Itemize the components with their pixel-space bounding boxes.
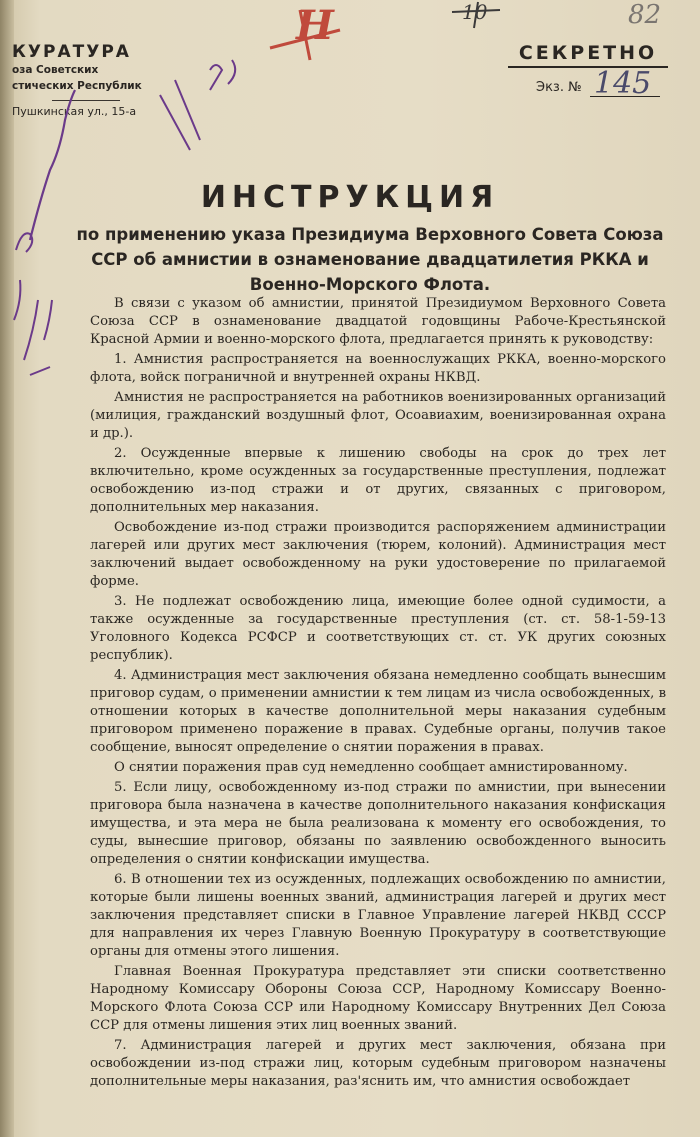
- document-title: ИНСТРУКЦИЯ: [200, 180, 500, 215]
- paragraph-2: 2. Осужденные впервые к лишению свободы на срок до трех лет включительно, кроме осужденных за государственные преступления, подлежат освобождению из-под стражи и от других, связанных с приговором, дополнительных мер наказания.: [90, 446, 666, 515]
- document-subtitle: по применению указа Президиума Верховного Совета Союза ССР об амнистии в ознаменование двадцатилетия РККА и Военно-Морского Флота.: [76, 225, 664, 294]
- paragraph-3: 3. Не подлежат освобождению лица, имеющие более одной судимости, а также осужденные за государственные преступления (ст. ст. 58-1-59-13 Уголовного Кодекса РСФСР и соответствующих ст. ст. УК других союзных республик).: [90, 594, 666, 663]
- copy-number-line: [590, 96, 660, 97]
- handwritten-page-number: 10: [462, 0, 488, 24]
- document-body: [90, 295, 666, 1093]
- copy-number-label: Экз. №: [536, 80, 582, 95]
- paragraph-4-note: О снятии поражения прав суд немедленно сообщает амнистированному.: [114, 760, 628, 775]
- letterhead-divider: [52, 100, 120, 101]
- org-line-2: стических Республик: [12, 80, 142, 92]
- paragraph-7: 7. Администрация лагерей и других мест заключения, обязана при освобождении из-под стражи лиц, которым судебным приговором назначены дополнительные меры наказания, раз'яснить им, что амнистия освобождает: [90, 1038, 666, 1089]
- org-name: КУРАТУРА: [12, 42, 131, 62]
- classification-stamp: СЕКРЕТНО: [508, 42, 668, 68]
- paragraph-1-note: Амнистия не распространяется на работников военизированных организаций (милиция, гражданский воздушный флот, Осоавиахим, военизированная охрана и др.).: [90, 390, 666, 441]
- paragraph-4: 4. Администрация мест заключения обязана немедленно сообщать вынесшим приговор судам, о применении амнистии к тем лицам из числа освобожденных, в отношении которых в качестве дополнительной меры наказания судебным приговором применено поражение в правах. Судебные органы, получив такое сообщение, выносят определение о снятии поражения в правах.: [90, 668, 666, 755]
- paragraph-1: 1. Амнистия распространяется на военнослужащих РККА, военно-морского флота, войск пограничной и внутренней охраны НКВД.: [90, 352, 666, 385]
- archive-page-number: 82: [628, 0, 662, 30]
- classification-block: [508, 42, 668, 100]
- paragraph-6-note: Главная Военная Прокуратура представляет эти списки соответственно Народному Комиссару Обороны Союза ССР, Народному Комиссару Военно-Морского Флота Союза ССР или Народному Комиссару Внутренних Дел Союза ССР для отмены лишения этих лиц военных званий.: [90, 964, 666, 1033]
- paragraph-2-note: Освобождение из-под стражи производится распоряжением администрации лагерей или других мест заключения (тюрем, колоний). Администрация мест заключений выдает освобожденному на руки удостоверение по прилагаемой форме.: [90, 520, 666, 589]
- page-binding-edge: [0, 0, 14, 1137]
- paragraph-5: 5. Если лицу, освобожденному из-под стражи по амнистии, при вынесении приговора была назначена в качестве дополнительного наказания конфискация имущества, и эта мера не была реализована к моменту его освобождения, то суды, вынесшие приговор, обязаны по заявлению освобожденного выносить определения о снятии конфискации имущества.: [90, 780, 666, 867]
- red-pencil-mark: Н: [296, 2, 334, 49]
- paragraph-6: 6. В отношении тех из осужденных, подлежащих освобождению по амнистии, которые были лишены военных званий, администрация лагерей и других мест заключения представляет списки в Главное Управление лагерей НКВД СССР для направления их через Главную Военную Прокуратуру в соответствующие органы для отмены этого лишения.: [90, 872, 666, 959]
- paragraph-intro: В связи с указом об амнистии, принятой Президиумом Верховного Совета Союза ССР в ознаменование двадцатой годовщины Рабоче-Крестьянской Красной Армии и военно-морского флота, предлагается принять к руководству:: [90, 296, 666, 347]
- org-address: Пушкинская ул., 15-а: [12, 105, 137, 118]
- copy-number-row: [508, 78, 668, 100]
- letterhead: [12, 42, 182, 119]
- handwritten-copy-number: 145: [594, 66, 652, 101]
- org-line-1: оза Советских: [12, 64, 99, 76]
